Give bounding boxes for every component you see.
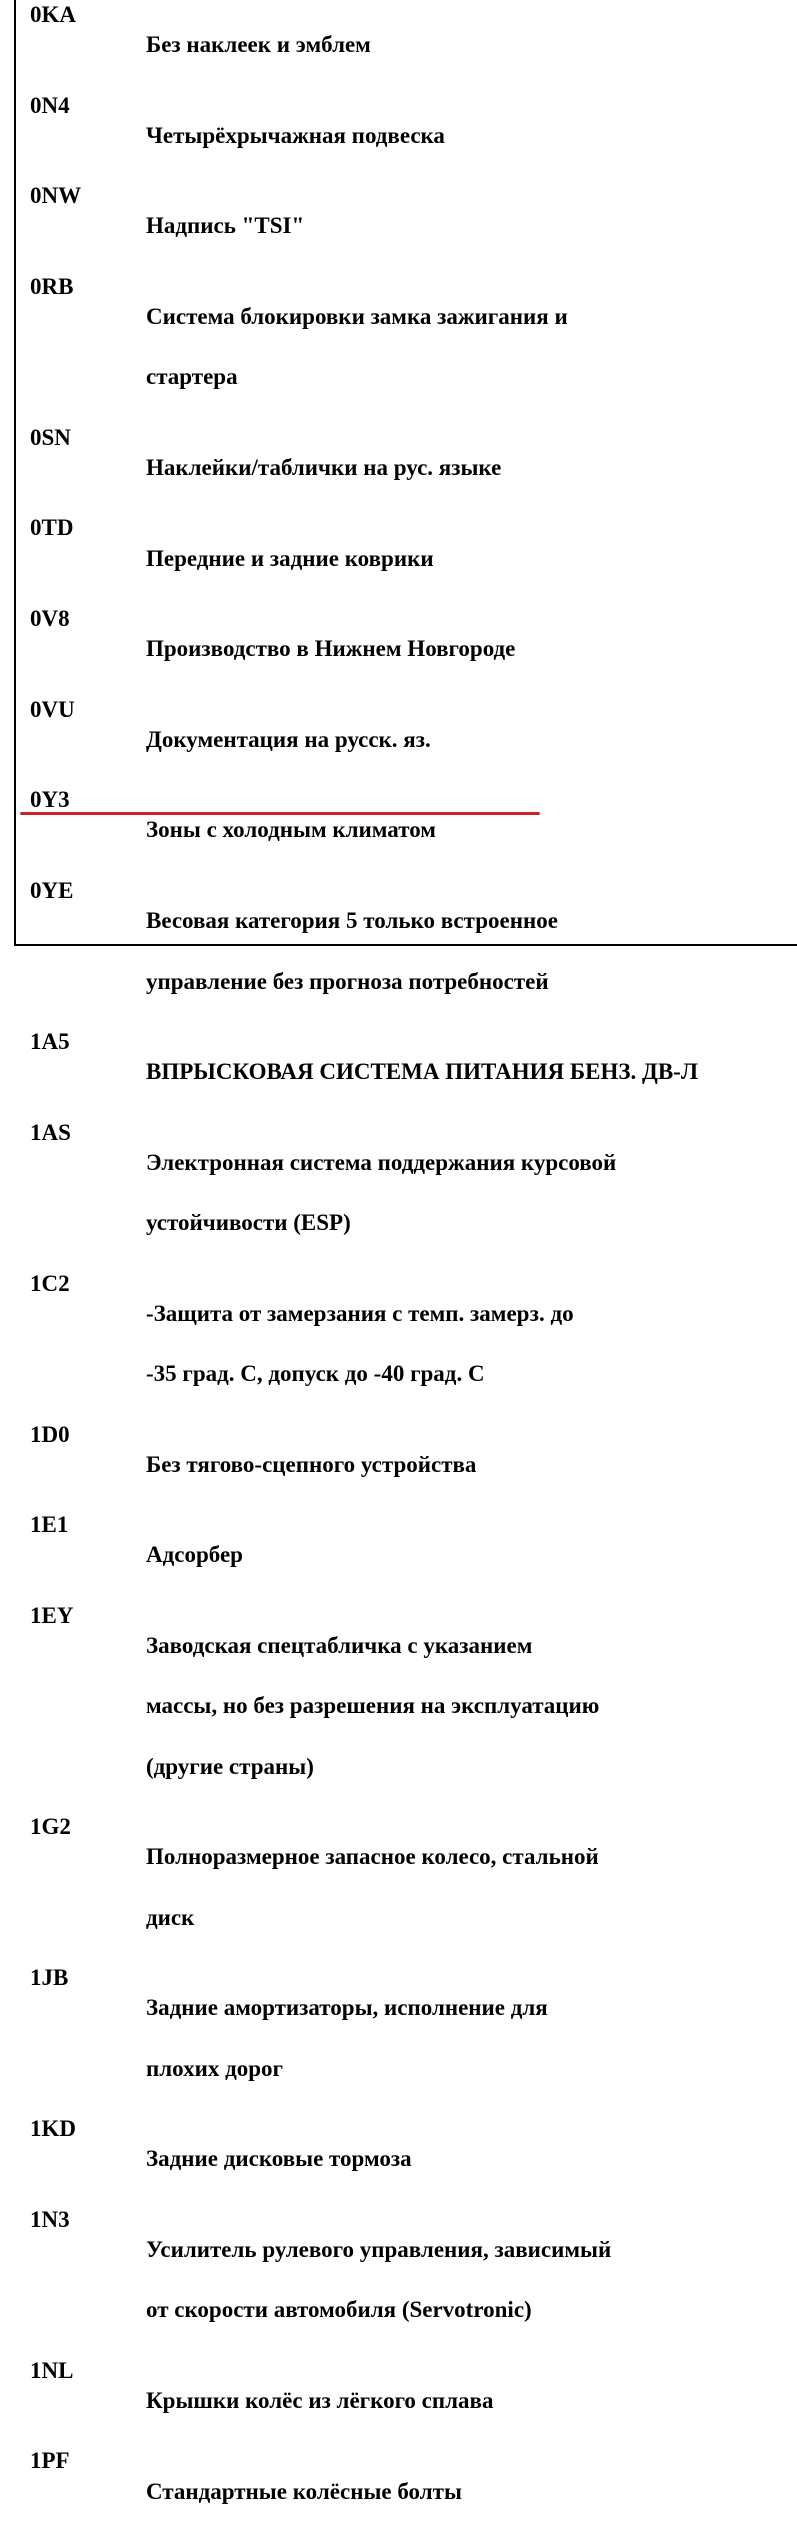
description-line: Заводская спецтабличка с указанием bbox=[146, 1632, 533, 1658]
option-description bbox=[146, 0, 797, 91]
description-line: Электронная система поддержания курсовой bbox=[146, 1149, 617, 1175]
option-description bbox=[146, 1118, 797, 1269]
option-code: 0N4 bbox=[30, 92, 70, 118]
description-line: Наклейки/таблички на рус. языке bbox=[146, 455, 502, 481]
option-description bbox=[146, 1510, 797, 1601]
option-code: 1NL bbox=[30, 2357, 74, 2383]
option-description bbox=[146, 2205, 797, 2356]
red-highlight-underline bbox=[20, 812, 540, 815]
option-code: 1A5 bbox=[30, 1028, 70, 1054]
description-line: диск bbox=[146, 1904, 195, 1930]
option-code: 0KA bbox=[30, 2, 76, 27]
option-row bbox=[0, 423, 797, 514]
option-code: 1G2 bbox=[30, 1814, 71, 1840]
option-row bbox=[0, 1812, 797, 1963]
description-line: стартера bbox=[146, 364, 238, 390]
description-line: Весовая категория 5 только встроенное bbox=[146, 908, 558, 934]
option-row bbox=[0, 604, 797, 695]
description-line: Передние и задние коврики bbox=[146, 545, 434, 571]
option-description bbox=[146, 2114, 797, 2205]
option-code: 0V8 bbox=[30, 606, 70, 632]
option-description bbox=[146, 91, 797, 182]
option-code: 1AS bbox=[30, 1119, 71, 1145]
option-description bbox=[146, 513, 797, 604]
option-row bbox=[0, 1601, 797, 1812]
description-line: (другие страны) bbox=[146, 1753, 314, 1779]
description-line: от скорости автомобиля (Servotronic) bbox=[146, 2297, 532, 2323]
option-code: 1PF bbox=[30, 2448, 70, 2474]
description-line: -Защита от замерзания с темп. замерз. до bbox=[146, 1300, 574, 1326]
option-row bbox=[0, 1118, 797, 1269]
option-code: 0RB bbox=[30, 273, 74, 299]
option-row bbox=[0, 513, 797, 604]
option-row bbox=[0, 2356, 797, 2447]
option-description bbox=[146, 1601, 797, 1812]
description-line: плохих дорог bbox=[146, 2055, 283, 2081]
option-description bbox=[146, 1420, 797, 1511]
description-line: Адсорбер bbox=[146, 1542, 243, 1568]
option-description bbox=[146, 785, 797, 876]
option-code: 1N3 bbox=[30, 2206, 70, 2232]
description-line: Зоны с холодным климатом bbox=[146, 817, 436, 843]
option-code: 0TD bbox=[30, 515, 74, 541]
option-row-highlighted bbox=[0, 2114, 797, 2205]
option-code: 1D0 bbox=[30, 1421, 70, 1447]
option-row bbox=[0, 2205, 797, 2356]
option-description bbox=[146, 604, 797, 695]
option-code: 1KD bbox=[30, 2116, 76, 2142]
option-description bbox=[146, 272, 797, 423]
description-line: массы, но без разрешения на эксплуатацию bbox=[146, 1693, 600, 1719]
description-line: устойчивости (ESP) bbox=[146, 1210, 351, 1236]
option-description bbox=[146, 1963, 797, 2114]
option-code: 0VU bbox=[30, 696, 75, 722]
description-line: Полноразмерное запасное колесо, стальной bbox=[146, 1844, 599, 1870]
option-row bbox=[0, 1963, 797, 2114]
option-code: 1E1 bbox=[30, 1512, 69, 1538]
description-line: Задние амортизаторы, исполнение для bbox=[146, 1995, 548, 2021]
option-description bbox=[146, 2356, 797, 2447]
option-row bbox=[0, 2446, 797, 2537]
option-description bbox=[146, 423, 797, 514]
description-line: Задние дисковые тормоза bbox=[146, 2146, 412, 2172]
option-row bbox=[0, 0, 797, 91]
description-line: ВПРЫСКОВАЯ СИСТЕМА ПИТАНИЯ БЕНЗ. ДВ-Л bbox=[146, 1059, 698, 1085]
option-row bbox=[0, 181, 797, 272]
option-code: 0YE bbox=[30, 877, 74, 903]
description-line: Система блокировки замка зажигания и bbox=[146, 304, 568, 330]
option-code: 0Y3 bbox=[30, 787, 70, 813]
option-description bbox=[146, 1269, 797, 1420]
option-row bbox=[0, 785, 797, 876]
description-line: Производство в Нижнем Новгороде bbox=[146, 636, 516, 662]
option-row bbox=[0, 695, 797, 786]
description-line: Стандартные колёсные болты bbox=[146, 2478, 462, 2504]
description-line: Крышки колёс из лёгкого сплава bbox=[146, 2388, 494, 2414]
option-description bbox=[146, 181, 797, 272]
option-code: 0SN bbox=[30, 424, 71, 450]
option-code: 1EY bbox=[30, 1602, 74, 1628]
option-description bbox=[146, 695, 797, 786]
option-row bbox=[0, 876, 797, 1027]
description-line: -35 град. С, допуск до -40 град. С bbox=[146, 1361, 485, 1387]
option-code: 1C2 bbox=[30, 1270, 70, 1296]
option-row bbox=[0, 1510, 797, 1601]
option-row bbox=[0, 1420, 797, 1511]
description-line: Четырёхрычажная подвеска bbox=[146, 122, 445, 148]
option-row bbox=[0, 1269, 797, 1420]
option-code: 0NW bbox=[30, 183, 82, 209]
option-description bbox=[146, 876, 797, 1027]
description-line: Без наклеек и эмблем bbox=[146, 32, 371, 58]
description-line: Усилитель рулевого управления, зависимый bbox=[146, 2237, 612, 2263]
option-row bbox=[0, 272, 797, 423]
description-line: Без тягово-сцепного устройства bbox=[146, 1451, 477, 1477]
description-line: Документация на русск. яз. bbox=[146, 726, 431, 752]
option-row bbox=[0, 1027, 797, 1118]
description-line: управление без прогноза потребностей bbox=[146, 968, 549, 994]
option-description bbox=[146, 1812, 797, 1963]
description-line: Надпись "TSI" bbox=[146, 213, 305, 239]
option-description bbox=[146, 1027, 797, 1118]
option-row bbox=[0, 91, 797, 182]
option-code: 1JB bbox=[30, 1965, 69, 1991]
option-description bbox=[146, 2446, 797, 2537]
